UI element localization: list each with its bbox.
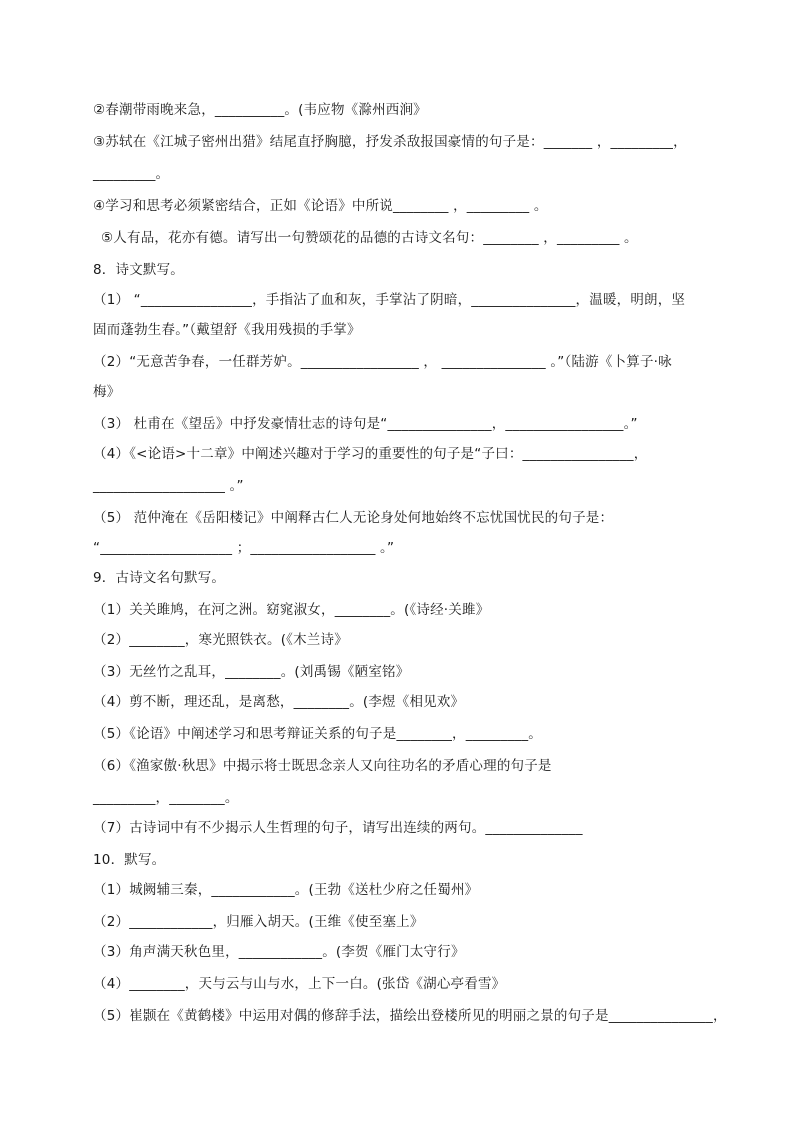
question-7-item-5: ⑤人有品，花亦有德。请写出一句赞颂花的品德的古诗文名句：________ ，_________ 。 xyxy=(101,230,638,246)
question-10-heading: 10．默写。 xyxy=(93,852,166,868)
question-9-item-2: （2）________，寒光照铁衣。(《木兰诗》 xyxy=(93,632,348,648)
question-8-heading: 8．诗文默写。 xyxy=(93,262,184,278)
question-10-item-2: （2）____________，归雁入胡天。(王维《使至塞上》 xyxy=(93,914,424,930)
question-9-item-6: （6）《渔家傲·秋思》中揭示将士既思念亲人又向往功名的矛盾心理的句子是 xyxy=(93,758,552,774)
question-8-item-1: （1） “________________，手指沾了血和灰，手掌沾了阴暗，_______________，温暖，明朗，坚 xyxy=(93,292,686,308)
question-8-item-2-continued: 梅》 xyxy=(93,384,121,400)
question-9-heading: 9．古诗文名句默写。 xyxy=(93,570,226,586)
question-10-item-4: （4）________，天与云与山与水，上下一白。(张岱《湖心亭看雪》 xyxy=(93,976,506,992)
question-8-item-4: （4）《<论语>十二章》中阐述兴趣对于学习的重要性的句子是“子曰：________________， xyxy=(93,446,648,462)
question-8-item-2: （2）“无意苦争春，一任群芳妒。_________________ ， _______________ 。”（陆游《卜算子·咏 xyxy=(93,354,672,370)
question-9-item-1: （1）关关雎鸠，在河之洲。窈窕淑女，________。(《诗经·关雎》 xyxy=(93,602,490,618)
question-8-item-4-continued: ___________________ 。” xyxy=(93,478,244,494)
question-7-item-3-continued: _________。 xyxy=(93,166,170,182)
question-9-item-7: （7）古诗词中有不少揭示人生哲理的句子，请写出连续的两句。______________ xyxy=(93,820,583,836)
question-9-item-6-continued: _________，________。 xyxy=(93,790,239,806)
question-8-item-3: （3） 杜甫在《望岳》中抒发豪情壮志的诗句是“_______________，_________________。” xyxy=(93,416,638,432)
question-9-item-5: （5）《论语》中阐述学习和思考辩证关系的句子是________，_________。 xyxy=(93,726,542,742)
question-8-item-5: （5） 范仲淹在《岳阳楼记》中阐释古仁人无论身处何地始终不忘忧国忧民的句子是： xyxy=(93,510,614,526)
question-10-item-3: （3）角声满天秋色里，____________。(李贺《雁门太守行》 xyxy=(93,944,465,960)
question-7-item-3: ③苏轼在《江城子密州出猎》结尾直抒胸臆，抒发杀敌报国豪情的句子是：_______ ，_________， xyxy=(93,134,687,150)
question-8-item-5-continued: “___________________ ；__________________ 。” xyxy=(93,540,395,556)
question-9-item-3: （3）无丝竹之乱耳，________。(刘禹锡《陋室铭》 xyxy=(93,664,410,680)
question-8-item-1-continued: 固而蓬勃生春。”（戴望舒《我用残损的手掌》 xyxy=(93,322,361,338)
question-10-item-1: （1）城阙辅三秦，____________。(王勃《送杜少府之任蜀州》 xyxy=(93,882,479,898)
question-10-item-5: （5）崔颢在《黄鹤楼》中运用对偶的修辞手法，描绘出登楼所见的明丽之景的句子是_______________， xyxy=(93,1008,727,1024)
question-9-item-4: （4）剪不断，理还乱，是离愁，________。(李煜《相见欢》 xyxy=(93,694,465,710)
question-7-item-4: ④学习和思考必须紧密结合，正如《论语》中所说________ ，_________ 。 xyxy=(93,198,548,214)
question-7-item-2: ②春潮带雨晚来急，__________。(韦应物《滁州西涧》 xyxy=(93,102,427,118)
